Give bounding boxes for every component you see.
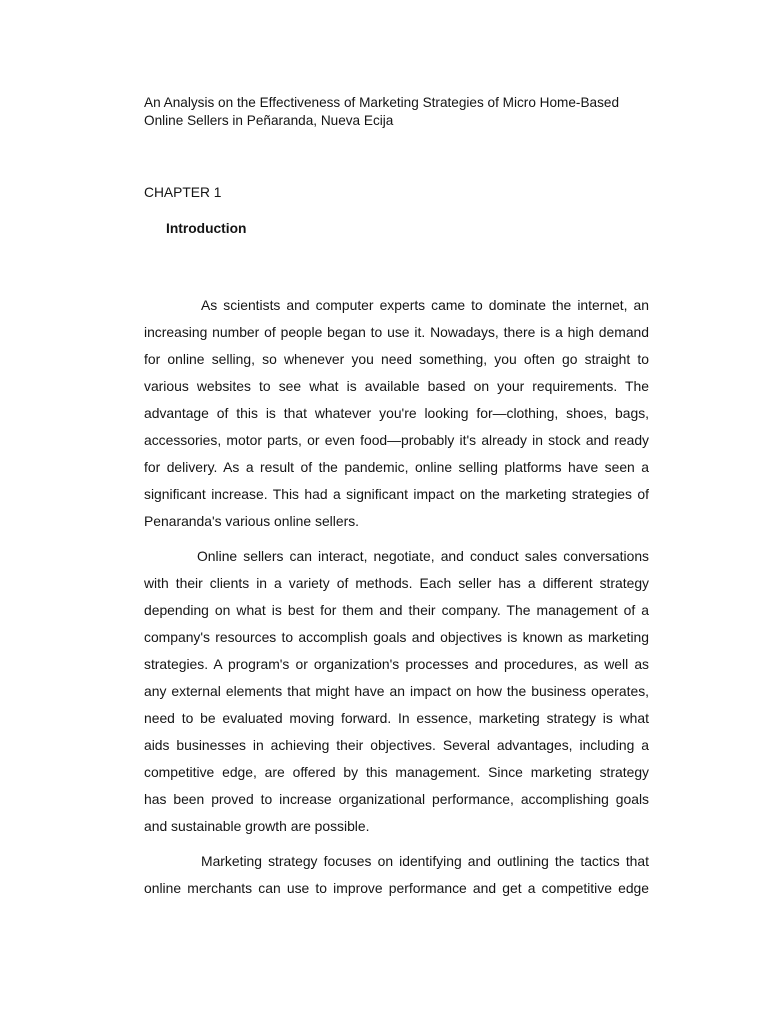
paragraph-line: competitive edge, are offered by this management. Since marketing strategy [144, 764, 649, 780]
paragraph-line: increasing number of people began to use it. Nowadays, there is a high demand [144, 324, 649, 340]
paragraph-line: any external elements that might have an impact on how the business operates, [144, 683, 649, 699]
paragraph-line: Penaranda's various online sellers. [144, 513, 359, 529]
chapter-label: CHAPTER 1 [144, 185, 222, 200]
paragraph-line: strategies. A program's or organization's processes and procedures, as well as [144, 656, 649, 672]
paragraph-line: and sustainable growth are possible. [144, 818, 370, 834]
paragraph-line: with their clients in a variety of methods. Each seller has a different strategy [144, 575, 649, 591]
paragraph-line: has been proved to increase organizational performance, accomplishing goals [144, 791, 649, 807]
paragraph-line: accessories, motor parts, or even food—probably it's already in stock and ready [144, 432, 649, 448]
paragraph-line: need to be evaluated moving forward. In essence, marketing strategy is what [144, 710, 649, 726]
paragraph-line: various websites to see what is available based on your requirements. The [144, 378, 649, 394]
paragraph-line: As scientists and computer experts came to dominate the internet, an [201, 297, 649, 313]
paragraph-line: Online sellers can interact, negotiate, and conduct sales conversations [197, 548, 649, 564]
paragraph-line: for online selling, so whenever you need something, you often go straight to [144, 351, 649, 367]
section-heading: Introduction [166, 221, 247, 236]
paragraph-line: advantage of this is that whatever you're looking for—clothing, shoes, bags, [144, 405, 649, 421]
paragraph-line: depending on what is best for them and their company. The management of a [144, 602, 649, 618]
document-title [144, 94, 704, 129]
document-title-line: An Analysis on the Effectiveness of Marketing Strategies of Micro Home-Based [144, 95, 620, 110]
paragraph-line: Marketing strategy focuses on identifying and outlining the tactics that [201, 853, 649, 869]
paragraph-3 [144, 848, 649, 902]
paragraph-line: aids businesses in achieving their objectives. Several advantages, including a [144, 737, 649, 753]
paragraph-line: for delivery. As a result of the pandemic, online selling platforms have seen a [144, 459, 649, 475]
paragraph-line: company's resources to accomplish goals and objectives is known as marketing [144, 629, 649, 645]
paragraph-line: online merchants can use to improve performance and get a competitive edge [144, 880, 649, 896]
document-title-line: Online Sellers in Peñaranda, Nueva Ecija [144, 112, 394, 128]
paragraph-1 [144, 292, 649, 535]
paragraph-2 [144, 543, 649, 840]
paragraph-line: significant increase. This had a significant impact on the marketing strategies of [144, 486, 649, 502]
